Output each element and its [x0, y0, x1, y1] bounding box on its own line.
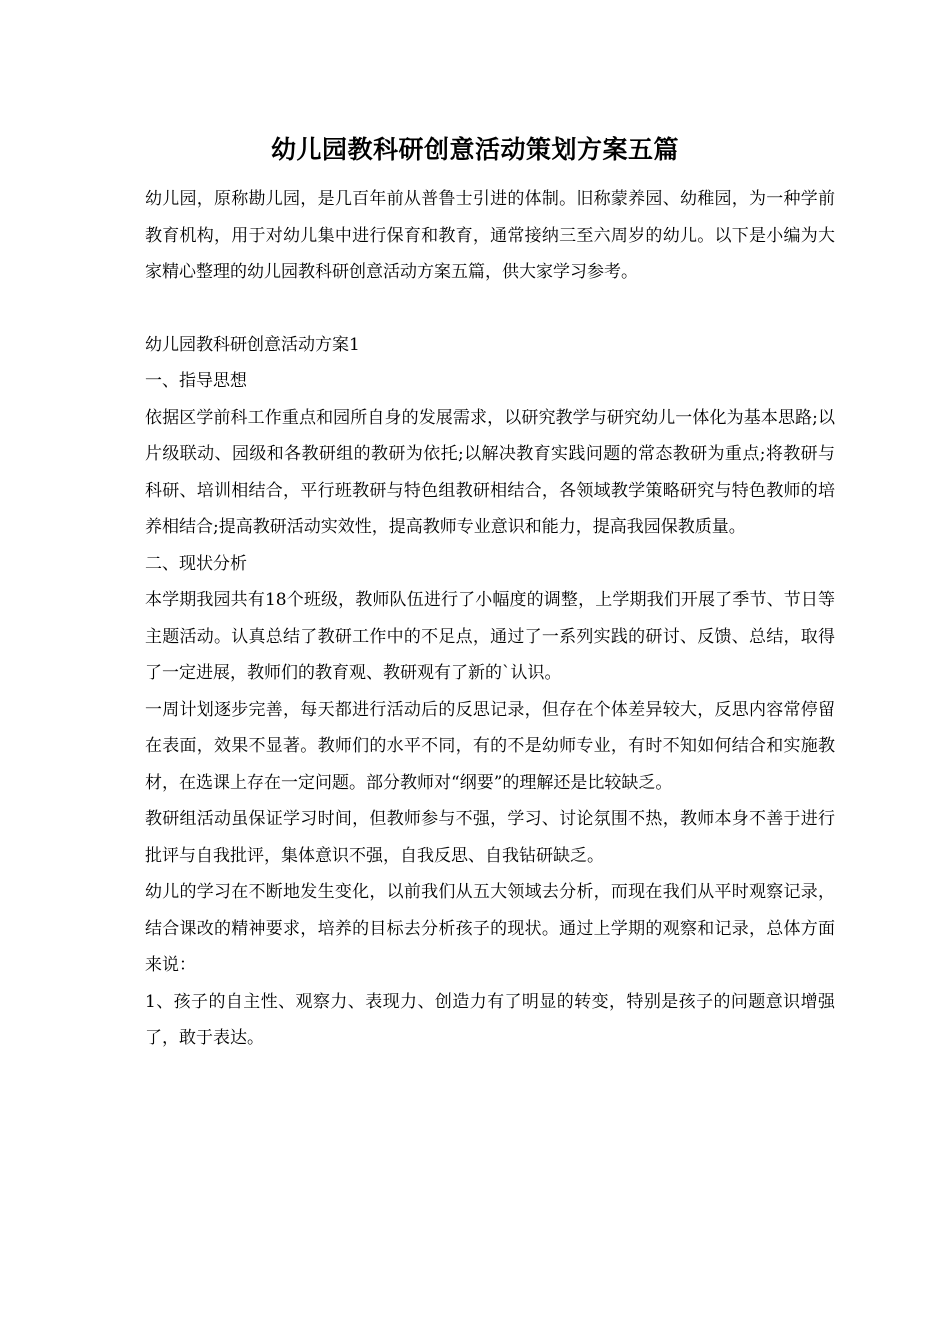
paragraph-status-2: 一周计划逐步完善，每天都进行活动后的反思记录，但存在个体差异较大，反思内容常停留在表面，效果不显著。教师们的水平不同，有的不是幼师专业，有时不知如何结合和实施教材，在选课上存在一定问题。部分教师对“纲要”的理解还是比较缺乏。 — [145, 699, 835, 793]
paragraph-guiding-ideology: 依据区学前科工作重点和园所自身的发展需求，以研究教学与研究幼儿一体化为基本思路;以片级联动、园级和各教研组的教研为依托;以解决教育实践问题的常态教研为重点;将教研与科研、培训相结合，平行班教研与特色组教研相结合，各领域教学策略研究与特色教师的培养相结合;提高教研活动实效性，提高教师专业意识和能力，提高我园保教质量。 — [145, 407, 835, 537]
heading-guiding-ideology: 一、指导思想 — [145, 371, 247, 391]
paragraph-status-3: 教研组活动虽保证学习时间，但教师参与不强，学习、讨论氛围不热，教师本身不善于进行批评与自我批评，集体意识不强，自我反思、自我钻研缺乏。 — [145, 809, 835, 866]
paragraph-status-1: 本学期我园共有18个班级，教师队伍进行了小幅度的调整，上学期我们开展了季节、节日等主题活动。认真总结了教研工作中的不足点，通过了一系列实践的研讨、反馈、总结，取得了一定进展，教师们的教育观、教研观有了新的`认识。 — [145, 590, 835, 683]
paragraph-status-5: 1、孩子的自主性、观察力、表现力、创造力有了明显的转变，特别是孩子的问题意识增强了，敢于表达。 — [145, 991, 835, 1048]
document-title: 幼儿园教科研创意活动策划方案五篇 — [270, 135, 679, 164]
paragraph-status-4: 幼儿的学习在不断地发生变化，以前我们从五大领域去分析，而现在我们从平时观察记录，结合课改的精神要求，培养的目标去分析孩子的现状。通过上学期的观察和记录，总体方面来说： — [145, 882, 835, 975]
document-body — [145, 181, 835, 1057]
section-title: 幼儿园教科研创意活动方案1 — [145, 334, 360, 355]
paragraph-gap — [145, 291, 835, 327]
intro-paragraph: 幼儿园，原称勘儿园，是几百年前从普鲁士引进的体制。旧称蒙养园、幼稚园，为一种学前教育机构，用于对幼儿集中进行保育和教育，通常接纳三至六周岁的幼儿。以下是小编为大家精心整理的幼儿园教科研创意活动方案五篇，供大家学习参考。 — [145, 189, 835, 282]
heading-status-analysis: 二、现状分析 — [145, 553, 247, 574]
